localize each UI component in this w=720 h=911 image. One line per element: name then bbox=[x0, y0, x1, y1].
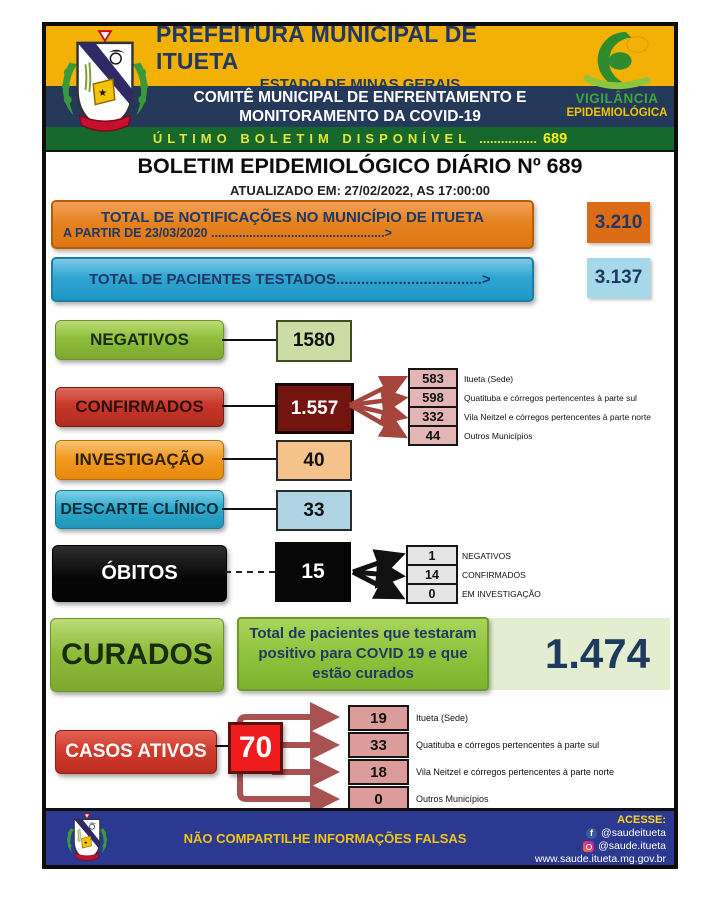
total-notifications-label: TOTAL DE NOTIFICAÇÕES NO MUNICÍPIO DE ITUETA bbox=[100, 209, 485, 226]
instagram-handle: @saude.itueta bbox=[598, 840, 666, 852]
obitos-value: 15 bbox=[275, 542, 351, 602]
footer-warning: NÃO COMPARTILHE INFORMAÇÕES FALSAS bbox=[183, 830, 467, 846]
breakdown-label: Vila Neitzel e córregos pertencentes à parte norte bbox=[416, 767, 614, 777]
facebook-icon: f bbox=[586, 828, 597, 839]
page-title: BOLETIM EPIDEMIOLÓGICO DIÁRIO Nº 689 bbox=[137, 154, 583, 178]
breakdown-row bbox=[348, 732, 614, 758]
descarte-connector bbox=[222, 508, 276, 510]
confirmados-value: 1.557 bbox=[275, 383, 354, 434]
committee-line2: MONITORAMENTO DA COVID-19 bbox=[239, 108, 481, 125]
updated-timestamp: ATUALIZADO EM: 27/02/2022, AS 17:00:00 bbox=[229, 183, 491, 198]
descarte-clinico-button: DESCARTE CLÍNICO bbox=[55, 490, 224, 529]
city-coat-of-arms-icon bbox=[56, 28, 154, 142]
total-tested-value: 3.137 bbox=[587, 258, 650, 298]
breakdown-value: 1 bbox=[406, 545, 458, 566]
breakdown-value: 332 bbox=[408, 406, 458, 427]
investigacao-button: INVESTIGAÇÃO bbox=[55, 440, 224, 480]
casos-ativos-breakdown bbox=[348, 705, 614, 812]
breakdown-value: 14 bbox=[406, 564, 458, 585]
breakdown-row bbox=[408, 368, 651, 389]
curados-button: CURADOS bbox=[50, 618, 224, 692]
breakdown-label: Itueta (Sede) bbox=[464, 373, 514, 384]
confirmados-arrows bbox=[348, 366, 412, 446]
casos-ativos-button: CASOS ATIVOS bbox=[55, 730, 217, 774]
vigilancia-logo-icon bbox=[568, 28, 668, 92]
breakdown-label: Quatituba e córregos pertencentes à parte sul bbox=[416, 740, 600, 750]
investigacao-connector bbox=[222, 458, 276, 460]
breakdown-row bbox=[408, 406, 651, 427]
last-bulletin-number: 689 bbox=[542, 130, 568, 147]
website-url: www.saude.itueta.mg.gov.br bbox=[534, 853, 666, 865]
vigilancia-label bbox=[562, 92, 672, 120]
breakdown-label: Quatituba e córregos pertencentes à parte sul bbox=[464, 392, 637, 403]
facebook-handle: @saudeitueta bbox=[601, 827, 666, 839]
vigilancia-line1: VIGILÂNCIA bbox=[575, 91, 659, 106]
confirmados-breakdown bbox=[408, 368, 651, 446]
breakdown-label: EM INVESTIGAÇÃO bbox=[462, 588, 541, 599]
breakdown-row bbox=[348, 705, 614, 731]
instagram-row bbox=[535, 840, 666, 853]
breakdown-value: 583 bbox=[408, 368, 458, 389]
bulletin-frame bbox=[42, 22, 678, 869]
negativos-value: 1580 bbox=[276, 320, 352, 362]
breakdown-row bbox=[408, 387, 651, 408]
access-label: ACESSE: bbox=[617, 814, 666, 826]
breakdown-label: Outros Municípios bbox=[464, 430, 533, 441]
breakdown-label: CONFIRMADOS bbox=[462, 569, 526, 580]
instagram-icon bbox=[583, 841, 594, 852]
negativos-button: NEGATIVOS bbox=[55, 320, 224, 360]
curados-description: Total de pacientes que testaram positivo para COVID 19 e que estão curados bbox=[237, 617, 489, 691]
breakdown-row bbox=[406, 545, 541, 566]
casos-ativos-value: 70 bbox=[228, 722, 283, 774]
obitos-breakdown bbox=[406, 545, 541, 604]
obitos-button: ÓBITOS bbox=[52, 545, 227, 602]
breakdown-row bbox=[408, 425, 651, 446]
footer bbox=[46, 808, 674, 865]
breakdown-row bbox=[406, 564, 541, 585]
total-notifications-bar bbox=[51, 200, 534, 249]
vigilancia-line2: EPIDEMIOLÓGICA bbox=[566, 107, 668, 119]
breakdown-value: 0 bbox=[406, 583, 458, 604]
facebook-row bbox=[535, 827, 666, 840]
confirmados-button: CONFIRMADOS bbox=[55, 387, 224, 427]
breakdown-label: Itueta (Sede) bbox=[416, 713, 469, 723]
confirmados-connector bbox=[222, 405, 275, 407]
breakdown-label: Vila Neitzel e córregos pertencentes à parte norte bbox=[464, 411, 651, 422]
total-notifications-period: A PARTIR DE 23/03/2020 ..................................................> bbox=[63, 226, 392, 240]
footer-social bbox=[535, 814, 666, 866]
footer-coat-of-arms-icon bbox=[64, 813, 110, 865]
total-tested-bar bbox=[51, 257, 534, 302]
curados-value: 1.474 bbox=[544, 630, 650, 677]
breakdown-value: 598 bbox=[408, 387, 458, 408]
breakdown-value: 33 bbox=[348, 732, 409, 758]
committee-line1: COMITÊ MUNICIPAL DE ENFRENTAMENTO E bbox=[193, 89, 527, 106]
negativos-connector bbox=[222, 339, 276, 341]
descarte-clinico-value: 33 bbox=[276, 490, 352, 531]
obitos-arrows bbox=[351, 538, 409, 608]
breakdown-value: 19 bbox=[348, 705, 409, 731]
header-titles bbox=[156, 21, 564, 93]
breakdown-value: 18 bbox=[348, 759, 409, 785]
breakdown-row bbox=[348, 759, 614, 785]
committee-title bbox=[186, 88, 534, 126]
last-bulletin-label: ÚLTIMO BOLETIM DISPONÍVEL bbox=[152, 131, 472, 146]
obitos-connector bbox=[225, 571, 275, 573]
breakdown-label: NEGATIVOS bbox=[462, 550, 511, 561]
casos-ativos-connector bbox=[215, 745, 228, 747]
breakdown-value: 0 bbox=[348, 786, 409, 812]
total-notifications-value: 3.210 bbox=[587, 202, 650, 243]
breakdown-row bbox=[406, 583, 541, 604]
investigacao-value: 40 bbox=[276, 440, 352, 481]
prefeitura-title: PREFEITURA MUNICIPAL DE ITUETA bbox=[156, 21, 478, 74]
breakdown-value: 44 bbox=[408, 425, 458, 446]
estado-subtitle: ESTADO DE MINAS GERAIS bbox=[259, 76, 461, 93]
last-bulletin-dots: ................ bbox=[479, 131, 537, 146]
breakdown-label: Outros Municípios bbox=[416, 794, 489, 804]
total-tested-label: TOTAL DE PACIENTES TESTADOS...................................> bbox=[89, 271, 491, 288]
